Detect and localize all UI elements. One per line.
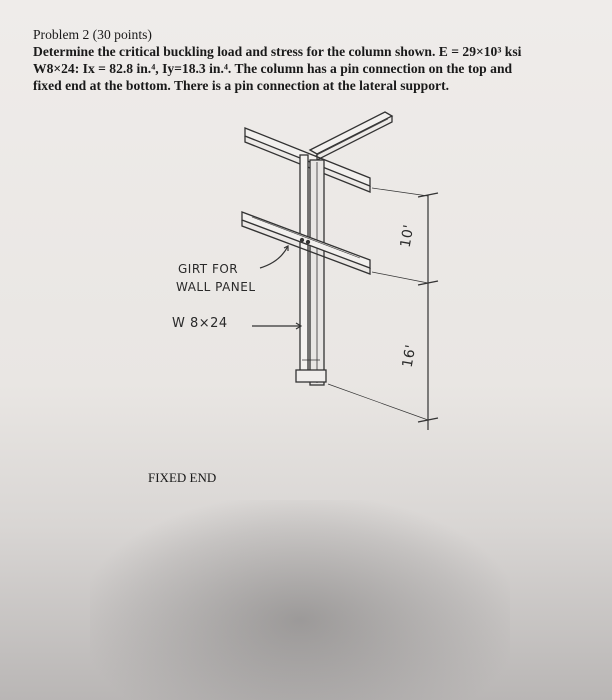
- problem-line-3: fixed end at the bottom. There is a pin connection at the lateral support.: [33, 78, 449, 93]
- dimension-upper: 10': [397, 223, 418, 249]
- girt-label-line2: WALL PANEL: [176, 280, 256, 294]
- problem-line-1: Determine the critical buckling load and stress for the column shown. E = 29×10³ ksi: [33, 44, 522, 59]
- shadow-area: [90, 500, 510, 700]
- section-label: W 8×24: [172, 316, 228, 331]
- dimension-lower: 16': [399, 343, 420, 369]
- label-arrows: [238, 246, 301, 440]
- fixed-end-label: FIXED END: [148, 470, 217, 485]
- problem-statement: [33, 26, 583, 94]
- problem-title: Problem 2 (30 points): [33, 27, 152, 42]
- problem-line-2: W8×24: Ix = 82.8 in.⁴, Iy=18.3 in.⁴. The column has a pin connection on the top and: [33, 61, 513, 76]
- girt-label-line1: GIRT FOR: [178, 262, 239, 276]
- dimension-line: [328, 188, 438, 430]
- column-w8x24: [296, 155, 326, 385]
- cross-beam: [310, 112, 392, 160]
